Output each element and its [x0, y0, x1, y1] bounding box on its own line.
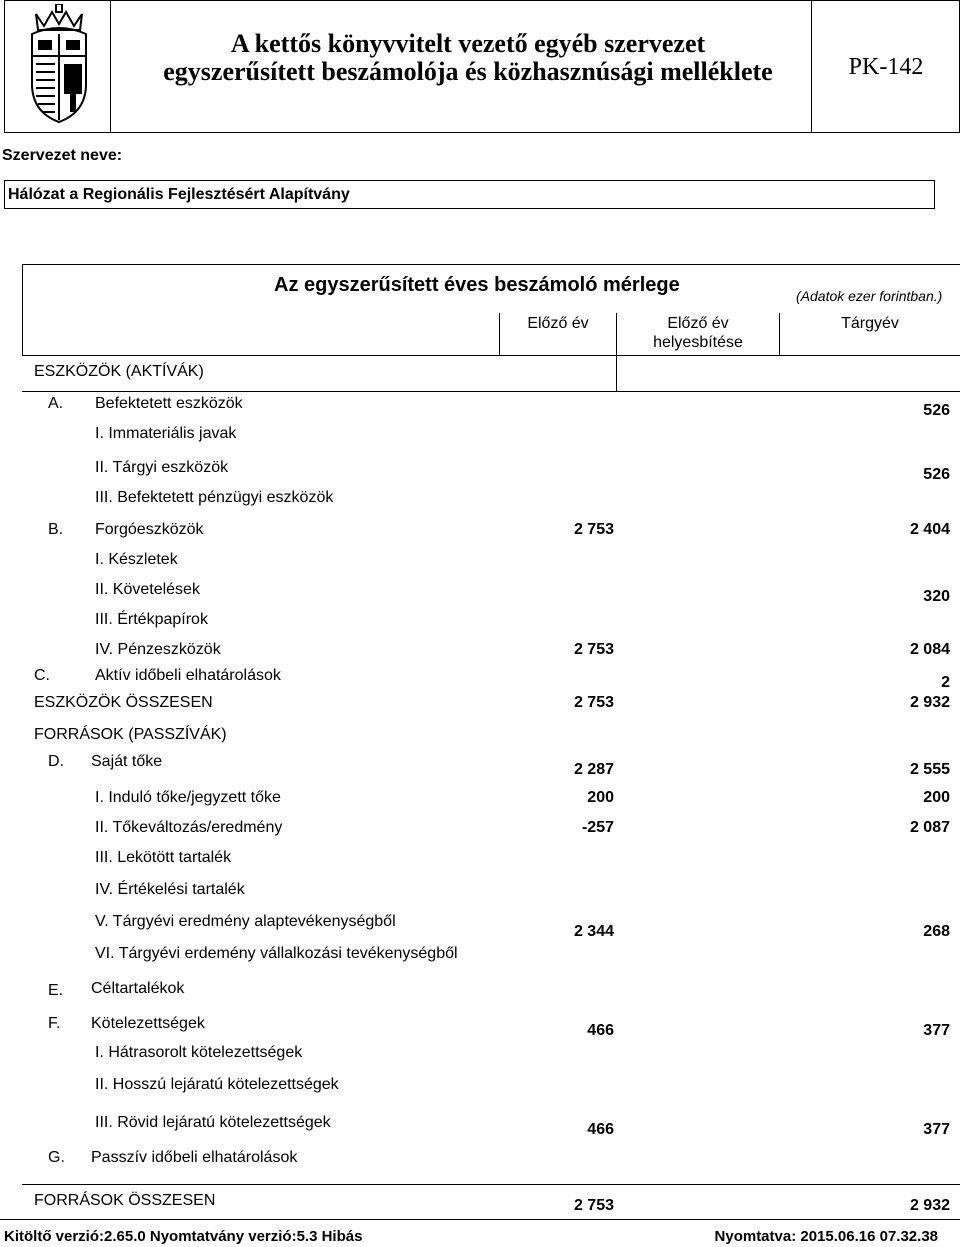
row-label: IV. Értékelési tartalék — [95, 881, 245, 898]
footer-printed: Nyomtatva: 2015.06.16 07.32.38 — [714, 1228, 938, 1245]
row-current-year-value: 2 404 — [909, 521, 950, 538]
row-current-year-value: 2 084 — [909, 641, 950, 658]
row-code: A. — [48, 395, 64, 412]
form-title-line1: A kettős könyvvitelt vezető egyéb szervezet — [230, 29, 706, 58]
row-prev-year-value: 466 — [587, 1121, 614, 1138]
row-label: Saját tőke — [91, 753, 163, 770]
col-header-prev-adj-line1: Előző év — [667, 315, 729, 332]
col-header-prev-adj-line2: helyesbítése — [653, 334, 743, 351]
row-label: FORRÁSOK ÖSSZESEN — [34, 1192, 216, 1209]
row-code: G. — [48, 1149, 65, 1166]
table-border — [0, 1219, 960, 1220]
row-label: III. Lekötött tartalék — [95, 849, 232, 866]
row-code: D. — [48, 753, 64, 770]
table-border — [22, 1184, 960, 1185]
row-code: C. — [34, 667, 50, 684]
row-current-year-value: 377 — [923, 1121, 950, 1138]
units-note: (Adatok ezer forintban.) — [796, 288, 943, 304]
header-divider — [110, 0, 111, 133]
row-label: Kötelezettségek — [91, 1015, 205, 1032]
row-label: Passzív időbeli elhatárolások — [91, 1149, 298, 1166]
row-label: III. Befektetett pénzügyi eszközök — [95, 489, 334, 506]
table-border — [22, 355, 960, 356]
row-label: I. Immateriális javak — [95, 425, 237, 442]
table-border — [22, 391, 960, 392]
row-current-year-value: 320 — [923, 588, 950, 605]
row-label: IV. Pénzeszközök — [95, 641, 221, 658]
row-label: II. Tőkeváltozás/eredmény — [95, 819, 283, 836]
form-title — [128, 30, 808, 86]
row-label: II. Tárgyi eszközök — [95, 459, 229, 476]
footer-version: Kitöltő verzió:2.65.0 Nyomtatvány verzió:5.3 Hibás — [4, 1228, 363, 1245]
row-code: E. — [48, 982, 64, 999]
row-prev-year-value: 466 — [587, 1022, 614, 1039]
col-header-prev-year-adjustment — [617, 314, 779, 352]
column-divider — [616, 355, 617, 391]
col-header-current-year: Tárgyév — [841, 315, 899, 332]
row-label: III. Értékpapírok — [95, 611, 208, 628]
row-current-year-value: 2 932 — [909, 1197, 950, 1214]
row-current-year-value: 2 — [941, 674, 950, 691]
row-label: III. Rövid lejáratú kötelezettségek — [95, 1114, 331, 1131]
row-label: Forgóeszközök — [95, 521, 204, 538]
row-prev-year-value: 2 753 — [573, 694, 614, 711]
row-label: I. Induló tőke/jegyzett tőke — [95, 789, 281, 806]
row-prev-year-value: 2 753 — [573, 641, 614, 658]
row-label: II. Követelések — [95, 581, 200, 598]
row-current-year-value: 526 — [923, 402, 950, 419]
row-current-year-value: 200 — [923, 789, 950, 806]
table-border — [22, 264, 23, 355]
row-label: Aktív időbeli elhatárolások — [95, 667, 281, 684]
row-label: Befektetett eszközök — [95, 395, 243, 412]
row-label: ESZKÖZÖK ÖSSZESEN — [34, 694, 213, 711]
row-label: I. Hátrasorolt kötelezettségek — [95, 1044, 303, 1061]
organization-name: Hálózat a Regionális Fejlesztésért Alapítvány — [8, 186, 350, 203]
row-label: I. Készletek — [95, 551, 178, 568]
row-prev-year-value: 2 344 — [573, 923, 614, 940]
row-label: II. Hosszú lejáratú kötelezettségek — [95, 1076, 339, 1093]
coat-of-arms-icon — [22, 4, 96, 126]
row-current-year-value: 268 — [923, 923, 950, 940]
row-prev-year-value: 2 753 — [573, 521, 614, 538]
row-current-year-value: 377 — [923, 1022, 950, 1039]
col-header-prev-year: Előző év — [527, 315, 589, 332]
row-label: VI. Tárgyévi erdemény vállalkozási tevékenységből — [95, 945, 458, 962]
organization-label: Szervezet neve: — [2, 147, 123, 164]
row-code: B. — [48, 521, 64, 538]
balance-sheet-title: Az egyszerűsített éves beszámoló mérlege — [274, 274, 680, 296]
form-code: PK-142 — [848, 54, 924, 80]
row-label: ESZKÖZÖK (AKTÍVÁK) — [34, 363, 204, 380]
row-label: Céltartalékok — [91, 980, 185, 997]
table-border — [22, 264, 960, 265]
row-code: F. — [48, 1015, 61, 1032]
row-prev-year-value: 2 753 — [573, 1197, 614, 1214]
row-prev-year-value: -257 — [581, 819, 614, 836]
row-label: V. Tárgyévi eredmény alaptevékenységből — [95, 913, 396, 930]
row-prev-year-value: 2 287 — [573, 761, 614, 778]
row-current-year-value: 2 932 — [909, 694, 950, 711]
row-current-year-value: 526 — [923, 466, 950, 483]
row-label: FORRÁSOK (PASSZÍVÁK) — [34, 726, 227, 743]
row-current-year-value: 2 555 — [909, 761, 950, 778]
row-current-year-value: 2 087 — [909, 819, 950, 836]
form-title-line2: egyszerűsített beszámolója és közhasznúsági melléklete — [163, 57, 773, 86]
row-prev-year-value: 200 — [587, 789, 614, 806]
